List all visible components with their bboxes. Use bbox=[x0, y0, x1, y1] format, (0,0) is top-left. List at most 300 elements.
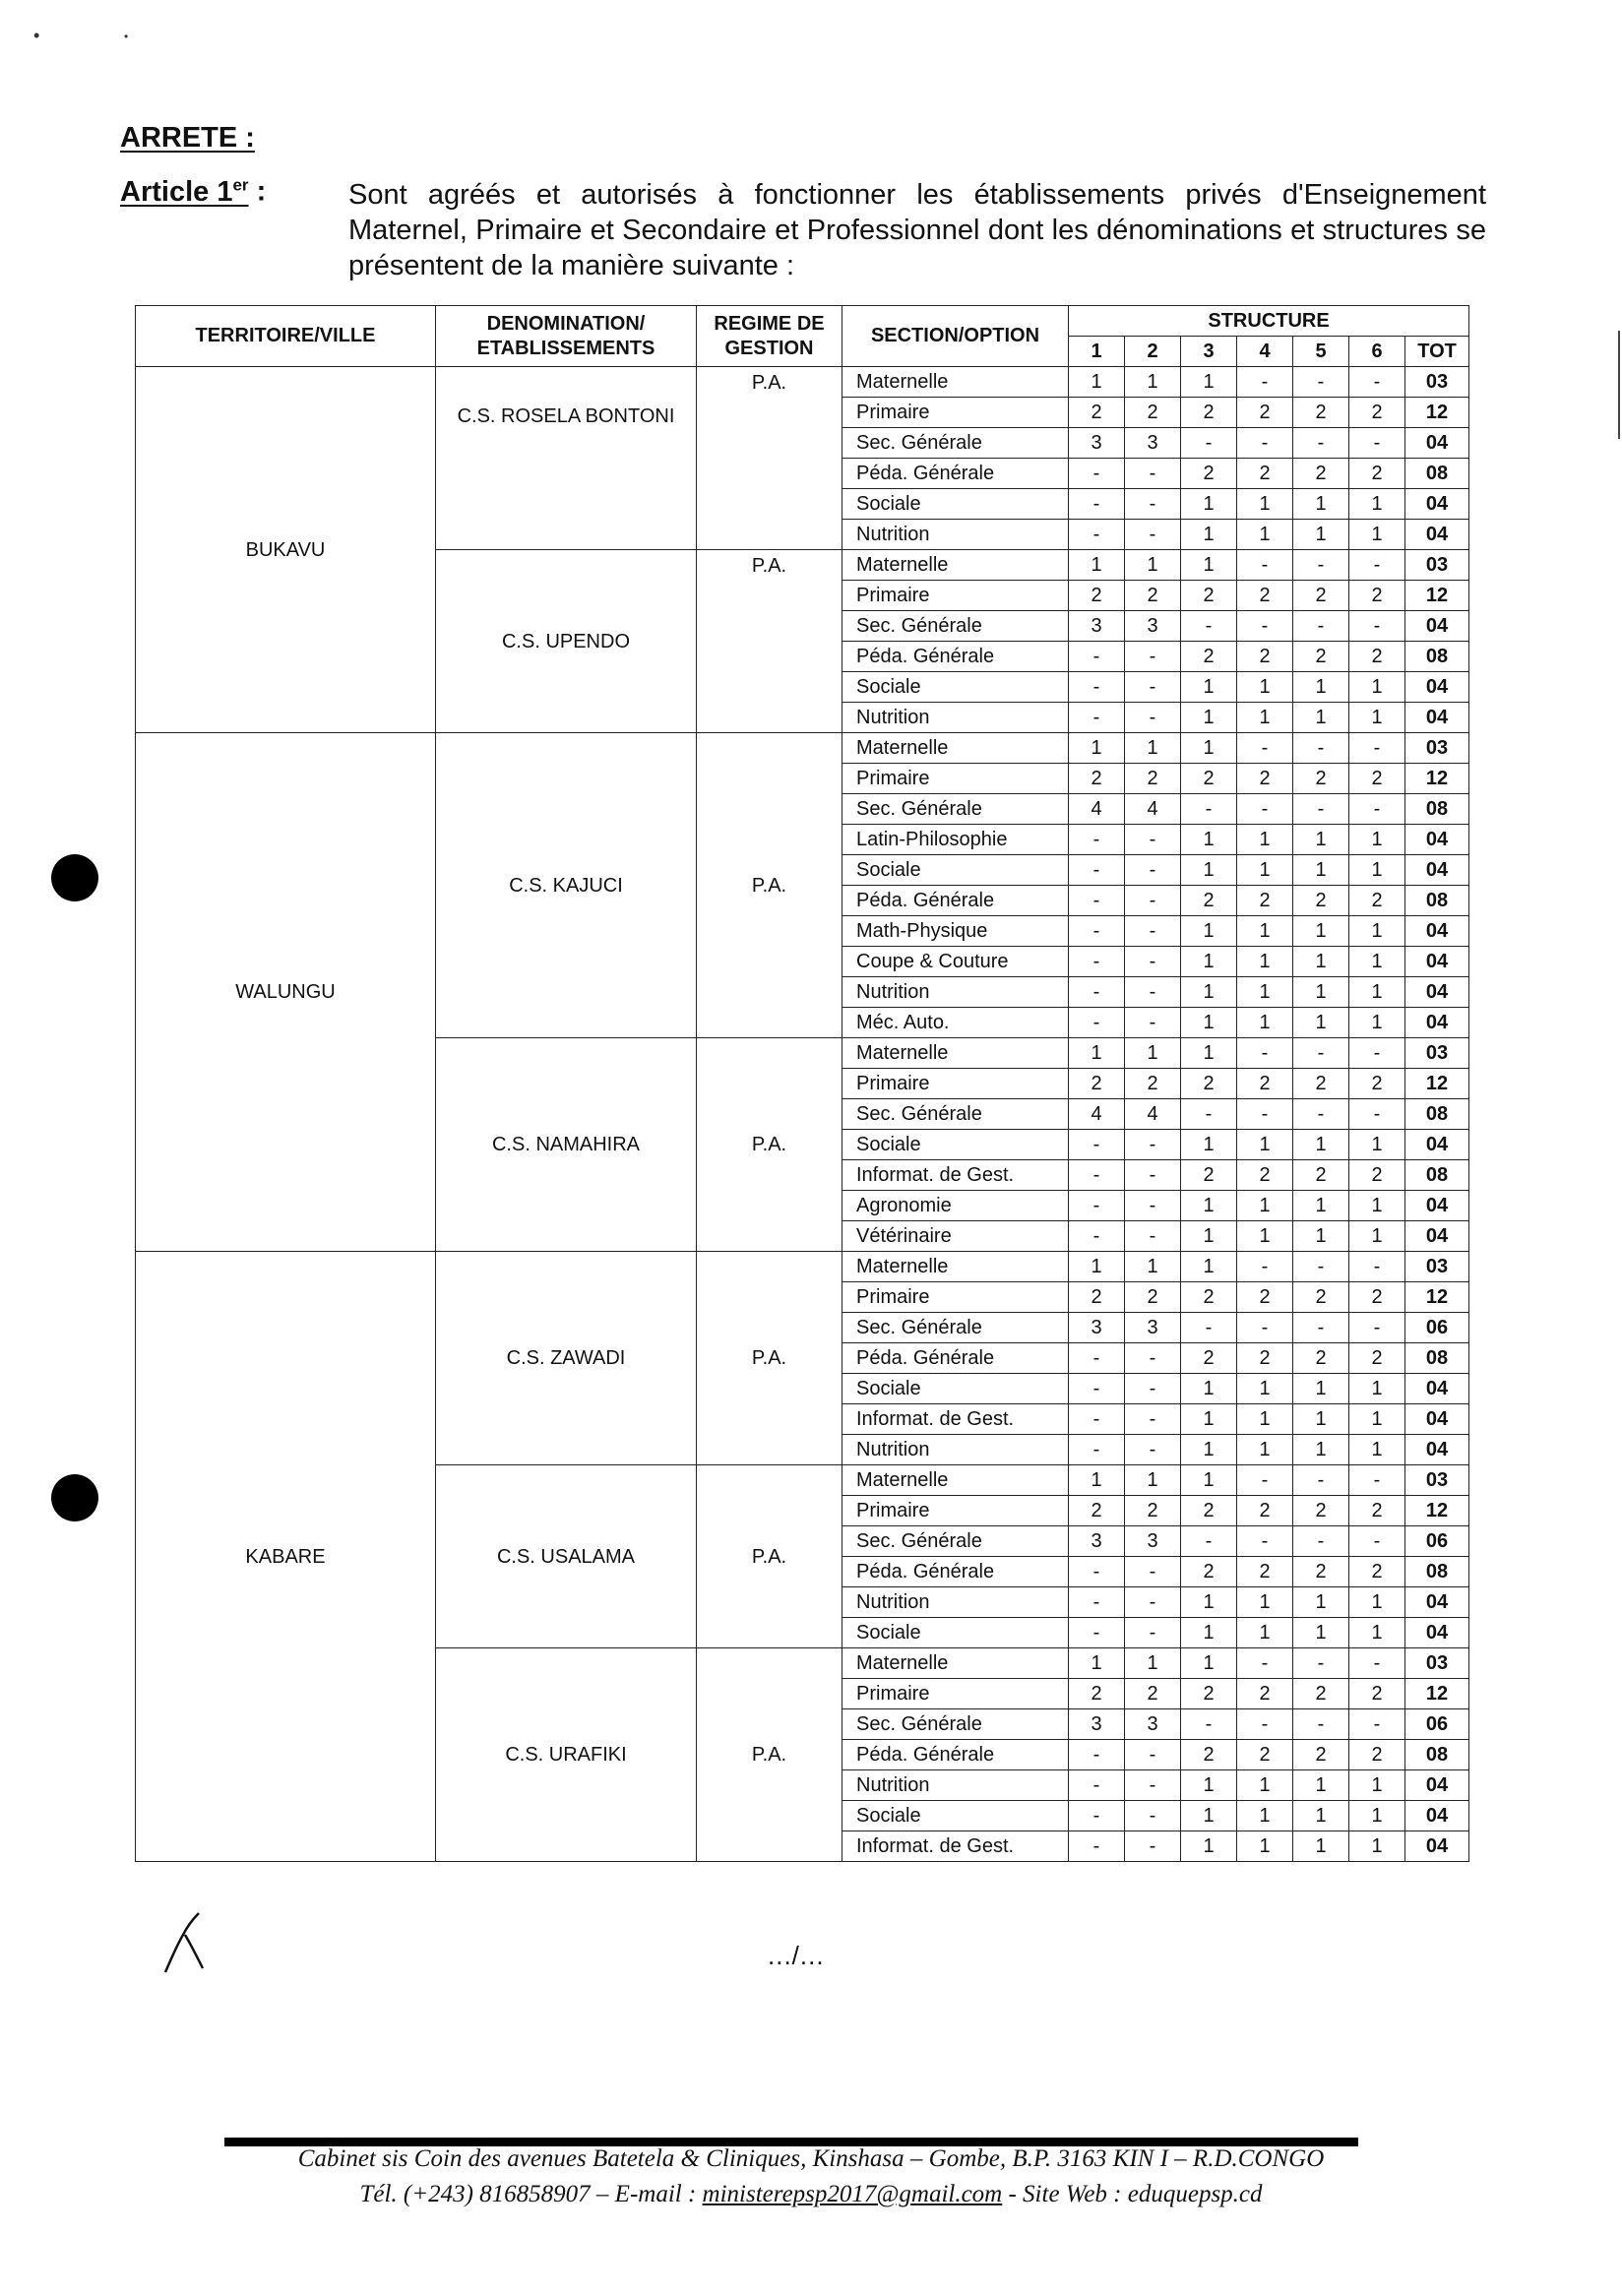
section-option-cell: Nutrition bbox=[842, 977, 1069, 1008]
structure-total-cell: 04 bbox=[1405, 672, 1469, 703]
structure-cell-4: 1 bbox=[1237, 916, 1293, 947]
section-option-cell: Maternelle bbox=[842, 1252, 1069, 1282]
school-name-cell: C.S. URAFIKI bbox=[436, 1648, 697, 1862]
structure-cell-5: 1 bbox=[1293, 1801, 1349, 1831]
structure-cell-5: 1 bbox=[1293, 672, 1349, 703]
structure-cell-6: - bbox=[1349, 1648, 1405, 1679]
article-colon: : bbox=[248, 175, 267, 208]
section-option-cell: Nutrition bbox=[842, 520, 1069, 550]
structure-cell-2: 4 bbox=[1125, 1099, 1181, 1130]
article-superscript: er bbox=[232, 175, 249, 194]
structure-cell-4: 1 bbox=[1237, 1404, 1293, 1435]
structure-total-cell: 08 bbox=[1405, 459, 1469, 489]
structure-cell-5: 1 bbox=[1293, 916, 1349, 947]
structure-cell-6: 1 bbox=[1349, 977, 1405, 1008]
structure-cell-1: - bbox=[1069, 703, 1125, 733]
structure-cell-5: 1 bbox=[1293, 703, 1349, 733]
structure-total-cell: 03 bbox=[1405, 367, 1469, 398]
structure-total-cell: 08 bbox=[1405, 1740, 1469, 1770]
structure-cell-6: - bbox=[1349, 794, 1405, 825]
structure-cell-6: - bbox=[1349, 550, 1405, 581]
section-option-cell: Maternelle bbox=[842, 1648, 1069, 1679]
structure-cell-4: 2 bbox=[1237, 1343, 1293, 1374]
school-name-cell: C.S. ROSELA BONTONI bbox=[436, 367, 697, 550]
section-option-cell: Sec. Générale bbox=[842, 794, 1069, 825]
structure-cell-6: 2 bbox=[1349, 1160, 1405, 1191]
structure-total-cell: 03 bbox=[1405, 1252, 1469, 1282]
structure-total-cell: 08 bbox=[1405, 1343, 1469, 1374]
structure-cell-2: 4 bbox=[1125, 794, 1181, 825]
structure-cell-4: - bbox=[1237, 733, 1293, 764]
section-option-cell: Primaire bbox=[842, 1282, 1069, 1313]
header-denomination: DENOMINATION/ ETABLISSEMENTS bbox=[436, 306, 697, 367]
structure-cell-2: - bbox=[1125, 1191, 1181, 1221]
continuation-mark: .../... bbox=[768, 1941, 825, 1970]
structure-cell-6: 2 bbox=[1349, 459, 1405, 489]
structure-total-cell: 06 bbox=[1405, 1313, 1469, 1343]
structure-cell-4: - bbox=[1237, 1465, 1293, 1496]
section-option-cell: Primaire bbox=[842, 581, 1069, 611]
structure-total-cell: 04 bbox=[1405, 520, 1469, 550]
structure-cell-6: - bbox=[1349, 611, 1405, 642]
section-option-cell: Sociale bbox=[842, 1618, 1069, 1648]
structure-total-cell: 03 bbox=[1405, 1465, 1469, 1496]
structure-cell-3: 1 bbox=[1181, 367, 1237, 398]
structure-cell-6: 1 bbox=[1349, 916, 1405, 947]
structure-cell-4: 2 bbox=[1237, 886, 1293, 916]
structure-cell-4: 1 bbox=[1237, 1831, 1293, 1862]
structure-cell-4: 1 bbox=[1237, 703, 1293, 733]
structure-total-cell: 04 bbox=[1405, 977, 1469, 1008]
structure-cell-4: 1 bbox=[1237, 489, 1293, 520]
structure-cell-3: - bbox=[1181, 428, 1237, 459]
structure-total-cell: 08 bbox=[1405, 642, 1469, 672]
structure-cell-6: 2 bbox=[1349, 1679, 1405, 1709]
structure-total-cell: 08 bbox=[1405, 1557, 1469, 1587]
structure-cell-3: - bbox=[1181, 1099, 1237, 1130]
header-col-tot: TOT bbox=[1405, 337, 1469, 367]
structure-cell-2: 1 bbox=[1125, 1038, 1181, 1069]
header-col-3: 3 bbox=[1181, 337, 1237, 367]
structure-cell-6: 2 bbox=[1349, 1069, 1405, 1099]
structure-cell-2: - bbox=[1125, 1008, 1181, 1038]
scan-mark: • bbox=[33, 26, 40, 45]
structure-total-cell: 03 bbox=[1405, 1648, 1469, 1679]
structure-cell-6: 1 bbox=[1349, 1435, 1405, 1465]
scan-edge bbox=[1618, 331, 1620, 439]
structure-cell-3: 2 bbox=[1181, 886, 1237, 916]
regime-cell: P.A. bbox=[697, 367, 842, 550]
structure-cell-4: 2 bbox=[1237, 1282, 1293, 1313]
structure-total-cell: 04 bbox=[1405, 1374, 1469, 1404]
section-option-cell: Sociale bbox=[842, 1374, 1069, 1404]
structure-cell-3: 1 bbox=[1181, 703, 1237, 733]
structure-cell-2: 1 bbox=[1125, 1252, 1181, 1282]
structure-cell-1: 3 bbox=[1069, 611, 1125, 642]
structure-total-cell: 04 bbox=[1405, 428, 1469, 459]
structure-cell-3: 2 bbox=[1181, 1069, 1237, 1099]
structure-cell-6: 1 bbox=[1349, 1404, 1405, 1435]
structure-cell-5: - bbox=[1293, 733, 1349, 764]
structure-cell-5: - bbox=[1293, 1099, 1349, 1130]
structure-cell-5: - bbox=[1293, 367, 1349, 398]
section-option-cell: Math-Physique bbox=[842, 916, 1069, 947]
section-option-cell: Maternelle bbox=[842, 367, 1069, 398]
structure-cell-3: 2 bbox=[1181, 1557, 1237, 1587]
structure-cell-1: 1 bbox=[1069, 1465, 1125, 1496]
structure-cell-5: 1 bbox=[1293, 947, 1349, 977]
structure-total-cell: 08 bbox=[1405, 1099, 1469, 1130]
territory-cell: BUKAVU bbox=[136, 367, 436, 733]
structure-cell-5: - bbox=[1293, 550, 1349, 581]
structure-cell-6: 1 bbox=[1349, 1801, 1405, 1831]
structure-cell-1: 2 bbox=[1069, 398, 1125, 428]
structure-total-cell: 06 bbox=[1405, 1526, 1469, 1557]
structure-total-cell: 04 bbox=[1405, 1618, 1469, 1648]
structure-cell-1: - bbox=[1069, 489, 1125, 520]
structure-cell-3: 1 bbox=[1181, 1831, 1237, 1862]
structure-total-cell: 08 bbox=[1405, 794, 1469, 825]
structure-cell-2: - bbox=[1125, 1374, 1181, 1404]
structure-total-cell: 12 bbox=[1405, 764, 1469, 794]
section-option-cell: Latin-Philosophie bbox=[842, 825, 1069, 855]
section-option-cell: Sec. Générale bbox=[842, 428, 1069, 459]
structure-cell-3: 2 bbox=[1181, 1160, 1237, 1191]
structure-cell-3: 1 bbox=[1181, 916, 1237, 947]
article-number: Article 1 bbox=[120, 175, 233, 208]
school-name-cell: C.S. NAMAHIRA bbox=[436, 1038, 697, 1252]
section-option-cell: Sociale bbox=[842, 672, 1069, 703]
section-option-cell: Sociale bbox=[842, 1801, 1069, 1831]
structure-cell-2: 2 bbox=[1125, 398, 1181, 428]
structure-cell-5: 1 bbox=[1293, 1404, 1349, 1435]
structure-total-cell: 04 bbox=[1405, 1008, 1469, 1038]
structure-cell-1: - bbox=[1069, 1770, 1125, 1801]
structure-cell-6: 1 bbox=[1349, 825, 1405, 855]
section-option-cell: Péda. Générale bbox=[842, 886, 1069, 916]
structure-cell-4: - bbox=[1237, 1526, 1293, 1557]
structure-cell-1: - bbox=[1069, 1740, 1125, 1770]
structure-cell-5: - bbox=[1293, 1648, 1349, 1679]
structure-cell-3: 1 bbox=[1181, 520, 1237, 550]
structure-cell-5: 1 bbox=[1293, 825, 1349, 855]
structure-cell-3: 2 bbox=[1181, 1496, 1237, 1526]
structure-cell-6: 1 bbox=[1349, 1008, 1405, 1038]
structure-cell-5: 2 bbox=[1293, 1740, 1349, 1770]
structure-cell-3: 1 bbox=[1181, 1038, 1237, 1069]
table-row bbox=[136, 1252, 1469, 1282]
structure-total-cell: 06 bbox=[1405, 1709, 1469, 1740]
structure-cell-2: 3 bbox=[1125, 1526, 1181, 1557]
structure-cell-5: 2 bbox=[1293, 581, 1349, 611]
section-option-cell: Péda. Générale bbox=[842, 1740, 1069, 1770]
section-option-cell: Sec. Générale bbox=[842, 1099, 1069, 1130]
structure-cell-2: - bbox=[1125, 1618, 1181, 1648]
structure-cell-4: 1 bbox=[1237, 520, 1293, 550]
structure-cell-4: - bbox=[1237, 1648, 1293, 1679]
structure-cell-1: 2 bbox=[1069, 764, 1125, 794]
structure-cell-6: 1 bbox=[1349, 947, 1405, 977]
structure-cell-4: 1 bbox=[1237, 855, 1293, 886]
section-option-cell: Agronomie bbox=[842, 1191, 1069, 1221]
structure-cell-4: 2 bbox=[1237, 1496, 1293, 1526]
structure-cell-4: - bbox=[1237, 611, 1293, 642]
footer-contact bbox=[0, 2181, 1622, 2208]
structure-cell-2: - bbox=[1125, 1221, 1181, 1252]
structure-total-cell: 12 bbox=[1405, 1679, 1469, 1709]
structure-cell-2: - bbox=[1125, 1557, 1181, 1587]
section-option-cell: Maternelle bbox=[842, 1038, 1069, 1069]
structure-cell-4: - bbox=[1237, 1709, 1293, 1740]
structure-cell-3: 1 bbox=[1181, 550, 1237, 581]
structure-cell-5: - bbox=[1293, 1526, 1349, 1557]
structure-cell-1: - bbox=[1069, 1130, 1125, 1160]
header-regime: REGIME DE GESTION bbox=[697, 306, 842, 367]
structure-total-cell: 04 bbox=[1405, 1801, 1469, 1831]
structure-cell-1: 1 bbox=[1069, 733, 1125, 764]
structure-cell-6: 2 bbox=[1349, 398, 1405, 428]
structure-cell-6: 1 bbox=[1349, 855, 1405, 886]
footer-address: Cabinet sis Coin des avenues Batetela & Cliniques, Kinshasa – Gombe, B.P. 3163 KIN I – R.D.CONGO bbox=[297, 2145, 1325, 2172]
structure-cell-6: 2 bbox=[1349, 581, 1405, 611]
structure-total-cell: 04 bbox=[1405, 1587, 1469, 1618]
structure-cell-3: 2 bbox=[1181, 1343, 1237, 1374]
structure-cell-6: 2 bbox=[1349, 1740, 1405, 1770]
structure-cell-5: - bbox=[1293, 1313, 1349, 1343]
header-territoire: TERRITOIRE/VILLE bbox=[136, 306, 436, 367]
structure-total-cell: 04 bbox=[1405, 1831, 1469, 1862]
structure-cell-3: 1 bbox=[1181, 855, 1237, 886]
structure-cell-3: 2 bbox=[1181, 459, 1237, 489]
structure-cell-6: - bbox=[1349, 428, 1405, 459]
structure-cell-2: - bbox=[1125, 977, 1181, 1008]
structure-cell-1: 4 bbox=[1069, 1099, 1125, 1130]
structure-cell-4: 1 bbox=[1237, 1618, 1293, 1648]
structure-cell-6: - bbox=[1349, 1099, 1405, 1130]
article-intro-text: Sont agréés et autorisés à fonctionner les établissements privés d'Enseignement Maternel, Primaire et Secondaire et Professionnel dont les dénominations et structures se présentent de la manière suivante : bbox=[348, 179, 1486, 281]
section-option-cell: Nutrition bbox=[842, 1435, 1069, 1465]
structure-cell-4: 1 bbox=[1237, 672, 1293, 703]
structure-cell-3: 1 bbox=[1181, 1618, 1237, 1648]
territory-cell: KABARE bbox=[136, 1252, 436, 1862]
structure-cell-2: 1 bbox=[1125, 367, 1181, 398]
structure-cell-6: - bbox=[1349, 1252, 1405, 1282]
school-name-cell: C.S. USALAMA bbox=[436, 1465, 697, 1648]
structure-cell-3: 2 bbox=[1181, 581, 1237, 611]
footer-email-link[interactable]: ministerepsp2017@gmail.com bbox=[702, 2181, 1003, 2207]
structure-cell-5: 1 bbox=[1293, 1831, 1349, 1862]
structure-cell-3: 1 bbox=[1181, 733, 1237, 764]
structure-cell-2: - bbox=[1125, 916, 1181, 947]
structure-cell-1: - bbox=[1069, 1557, 1125, 1587]
structure-cell-3: 1 bbox=[1181, 672, 1237, 703]
section-option-cell: Nutrition bbox=[842, 1770, 1069, 1801]
structure-cell-2: 2 bbox=[1125, 1069, 1181, 1099]
section-option-cell: Péda. Générale bbox=[842, 642, 1069, 672]
structure-cell-4: 2 bbox=[1237, 1740, 1293, 1770]
structure-cell-3: - bbox=[1181, 611, 1237, 642]
structure-cell-4: 1 bbox=[1237, 1435, 1293, 1465]
structure-cell-3: 1 bbox=[1181, 825, 1237, 855]
structure-cell-3: 1 bbox=[1181, 1191, 1237, 1221]
school-name-cell: C.S. ZAWADI bbox=[436, 1252, 697, 1465]
structure-cell-5: 1 bbox=[1293, 1618, 1349, 1648]
header-col-6: 6 bbox=[1349, 337, 1405, 367]
structure-cell-3: 2 bbox=[1181, 764, 1237, 794]
regime-cell: P.A. bbox=[697, 550, 842, 733]
section-option-cell: Maternelle bbox=[842, 1465, 1069, 1496]
structure-cell-6: 1 bbox=[1349, 1221, 1405, 1252]
structure-cell-6: 1 bbox=[1349, 1618, 1405, 1648]
structure-cell-1: 3 bbox=[1069, 1313, 1125, 1343]
structure-cell-5: 2 bbox=[1293, 398, 1349, 428]
structure-cell-3: - bbox=[1181, 1709, 1237, 1740]
structure-cell-5: - bbox=[1293, 1038, 1349, 1069]
structure-cell-2: 2 bbox=[1125, 1679, 1181, 1709]
structure-cell-6: 2 bbox=[1349, 1282, 1405, 1313]
structure-cell-2: - bbox=[1125, 672, 1181, 703]
header-structure: STRUCTURE bbox=[1069, 306, 1469, 337]
structure-cell-2: - bbox=[1125, 1801, 1181, 1831]
structure-cell-4: - bbox=[1237, 794, 1293, 825]
structure-cell-2: - bbox=[1125, 1587, 1181, 1618]
structure-cell-2: - bbox=[1125, 1831, 1181, 1862]
article-label bbox=[120, 175, 266, 209]
structure-cell-2: 2 bbox=[1125, 581, 1181, 611]
structure-cell-2: - bbox=[1125, 703, 1181, 733]
regime-cell: P.A. bbox=[697, 733, 842, 1038]
structure-cell-1: - bbox=[1069, 916, 1125, 947]
structure-cell-1: 2 bbox=[1069, 1679, 1125, 1709]
structure-cell-1: - bbox=[1069, 459, 1125, 489]
structure-cell-1: - bbox=[1069, 1587, 1125, 1618]
structure-cell-3: 1 bbox=[1181, 1435, 1237, 1465]
structure-total-cell: 12 bbox=[1405, 581, 1469, 611]
structure-cell-5: - bbox=[1293, 428, 1349, 459]
structure-cell-1: 3 bbox=[1069, 1709, 1125, 1740]
footer-phone: Tél. (+243) 816858907 – E-mail : bbox=[359, 2181, 703, 2207]
structure-cell-1: - bbox=[1069, 642, 1125, 672]
schools-table bbox=[135, 305, 1469, 1862]
structure-cell-1: - bbox=[1069, 1221, 1125, 1252]
structure-cell-2: 3 bbox=[1125, 611, 1181, 642]
header-section: SECTION/OPTION bbox=[842, 306, 1069, 367]
structure-cell-5: 2 bbox=[1293, 1343, 1349, 1374]
structure-total-cell: 04 bbox=[1405, 1435, 1469, 1465]
structure-cell-4: - bbox=[1237, 428, 1293, 459]
structure-cell-4: 1 bbox=[1237, 1221, 1293, 1252]
article-label-text bbox=[120, 176, 249, 208]
structure-cell-4: 1 bbox=[1237, 977, 1293, 1008]
arrete-heading: ARRETE : bbox=[120, 122, 255, 154]
structure-cell-5: 1 bbox=[1293, 1435, 1349, 1465]
structure-cell-3: 1 bbox=[1181, 1252, 1237, 1282]
structure-cell-1: - bbox=[1069, 1404, 1125, 1435]
structure-cell-4: 1 bbox=[1237, 1374, 1293, 1404]
structure-cell-1: - bbox=[1069, 947, 1125, 977]
structure-cell-3: - bbox=[1181, 794, 1237, 825]
structure-cell-5: 2 bbox=[1293, 1160, 1349, 1191]
structure-total-cell: 03 bbox=[1405, 1038, 1469, 1069]
structure-cell-4: - bbox=[1237, 367, 1293, 398]
structure-cell-5: 1 bbox=[1293, 1008, 1349, 1038]
structure-cell-3: 2 bbox=[1181, 1679, 1237, 1709]
structure-cell-1: - bbox=[1069, 977, 1125, 1008]
structure-cell-5: 1 bbox=[1293, 1130, 1349, 1160]
table-body bbox=[136, 367, 1469, 1862]
structure-cell-2: 1 bbox=[1125, 1465, 1181, 1496]
structure-cell-2: - bbox=[1125, 855, 1181, 886]
structure-cell-6: 1 bbox=[1349, 520, 1405, 550]
structure-cell-2: - bbox=[1125, 1160, 1181, 1191]
regime-cell: P.A. bbox=[697, 1465, 842, 1648]
scan-mark: • bbox=[124, 30, 129, 43]
structure-cell-1: 2 bbox=[1069, 1069, 1125, 1099]
header-col-4: 4 bbox=[1237, 337, 1293, 367]
regime-cell: P.A. bbox=[697, 1038, 842, 1252]
structure-cell-4: 2 bbox=[1237, 581, 1293, 611]
structure-total-cell: 04 bbox=[1405, 1191, 1469, 1221]
structure-cell-1: 3 bbox=[1069, 1526, 1125, 1557]
structure-cell-1: - bbox=[1069, 1618, 1125, 1648]
punch-hole bbox=[51, 854, 98, 901]
structure-cell-3: 1 bbox=[1181, 1404, 1237, 1435]
section-option-cell: Maternelle bbox=[842, 733, 1069, 764]
structure-cell-4: - bbox=[1237, 1038, 1293, 1069]
territory-cell: WALUNGU bbox=[136, 733, 436, 1252]
section-option-cell: Informat. de Gest. bbox=[842, 1160, 1069, 1191]
structure-cell-2: 2 bbox=[1125, 764, 1181, 794]
structure-cell-4: 2 bbox=[1237, 1557, 1293, 1587]
structure-cell-5: 2 bbox=[1293, 886, 1349, 916]
structure-cell-4: 2 bbox=[1237, 1069, 1293, 1099]
structure-cell-6: 1 bbox=[1349, 1831, 1405, 1862]
structure-cell-6: 1 bbox=[1349, 1374, 1405, 1404]
structure-cell-6: 1 bbox=[1349, 672, 1405, 703]
structure-cell-5: 1 bbox=[1293, 1191, 1349, 1221]
structure-cell-5: - bbox=[1293, 611, 1349, 642]
structure-cell-5: 1 bbox=[1293, 1587, 1349, 1618]
structure-cell-4: 1 bbox=[1237, 1587, 1293, 1618]
structure-cell-2: - bbox=[1125, 520, 1181, 550]
structure-cell-6: - bbox=[1349, 1313, 1405, 1343]
section-option-cell: Primaire bbox=[842, 398, 1069, 428]
structure-cell-5: - bbox=[1293, 1709, 1349, 1740]
structure-cell-1: - bbox=[1069, 855, 1125, 886]
structure-total-cell: 12 bbox=[1405, 398, 1469, 428]
structure-cell-3: 1 bbox=[1181, 947, 1237, 977]
regime-cell: P.A. bbox=[697, 1648, 842, 1862]
structure-cell-1: - bbox=[1069, 1374, 1125, 1404]
structure-cell-2: - bbox=[1125, 1435, 1181, 1465]
structure-cell-4: 2 bbox=[1237, 1160, 1293, 1191]
structure-cell-1: 1 bbox=[1069, 1038, 1125, 1069]
structure-cell-6: 1 bbox=[1349, 1770, 1405, 1801]
structure-cell-5: 2 bbox=[1293, 1679, 1349, 1709]
structure-cell-1: - bbox=[1069, 520, 1125, 550]
structure-cell-2: - bbox=[1125, 1740, 1181, 1770]
structure-cell-1: 2 bbox=[1069, 1496, 1125, 1526]
section-option-cell: Informat. de Gest. bbox=[842, 1831, 1069, 1862]
structure-total-cell: 08 bbox=[1405, 886, 1469, 916]
section-option-cell: Primaire bbox=[842, 1679, 1069, 1709]
structure-cell-6: - bbox=[1349, 733, 1405, 764]
structure-cell-6: 2 bbox=[1349, 1343, 1405, 1374]
structure-total-cell: 04 bbox=[1405, 489, 1469, 520]
structure-cell-1: 1 bbox=[1069, 1252, 1125, 1282]
section-option-cell: Sociale bbox=[842, 489, 1069, 520]
header-col-2: 2 bbox=[1125, 337, 1181, 367]
